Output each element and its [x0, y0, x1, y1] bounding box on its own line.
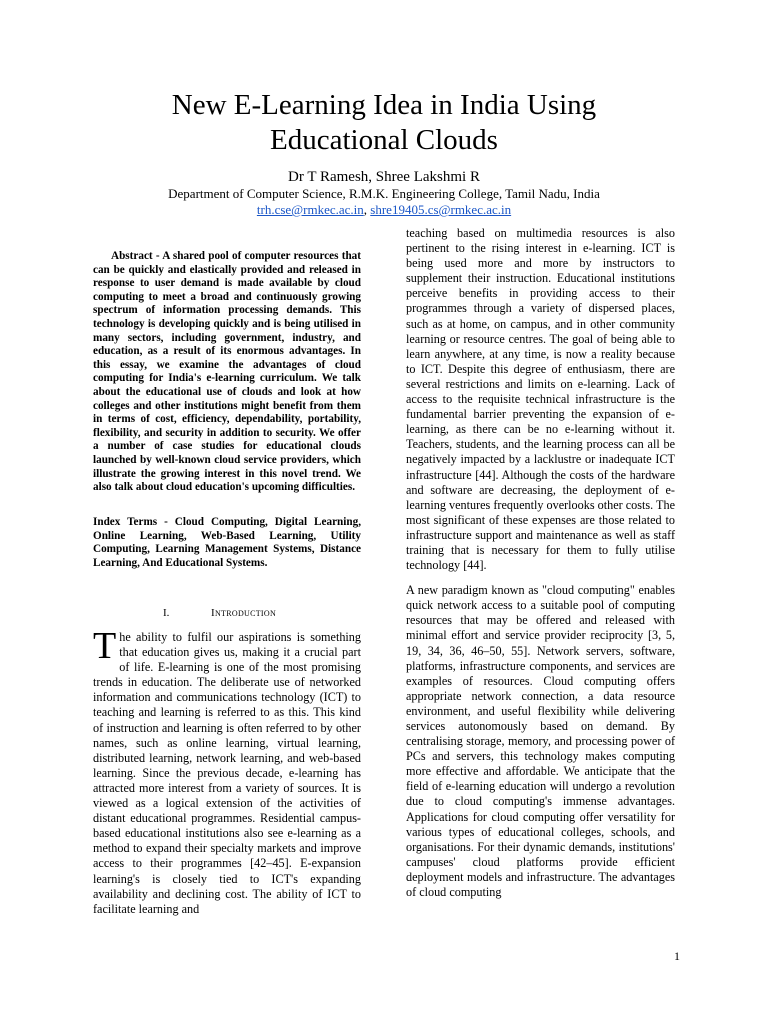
paper-title — [90, 88, 678, 158]
introduction-paragraph — [93, 625, 361, 917]
title-line-2: Educational Clouds — [270, 124, 498, 156]
introduction-text: he ability to fulfil our aspirations is something that education gives us, making it a crucial part of life. E-learning is one of the most promising trends in education. The deliberate use of networked information and communications technology (ICT) to teaching and learning is referred to as this. This kind of instruction and learning is often referred to by other names, such as online learning, virtual learning, distributed learning, network learning, and web-based learning. Since the previous decade, e-learning has attracted more interest from a variety of sources. It is viewed as a logical extension of the activities of distant educational programmes. Residential campus-based educational institutions also see e-learning as a method to expand their specialty markets and improve access to their programmes [42–45]. E-expansion learning's is closely tied to ICT's expanding availability and declining cost. The ability of ICT to facilitate learning and — [93, 630, 361, 916]
section-title: Introduction — [211, 607, 277, 619]
page-number: 1 — [674, 949, 680, 963]
affiliation: Department of Computer Science, R.M.K. Engineering College, Tamil Nadu, India — [168, 186, 600, 201]
drop-cap: T — [93, 625, 117, 667]
email-separator: , — [363, 202, 371, 217]
index-terms: Index Terms - Cloud Computing, Digital Learning, Online Learning, Web-Based Learning, Utility Computing, Learning Management Systems, Distance Learning, And Educational Systems. — [93, 516, 361, 569]
right-paragraph-1: teaching based on multimedia resources is also pertinent to the rising interest in e-learning. ICT is being used more and more by instructors to supplement their instruction. Educational institutions perceive benefits in providing access to their programmes through a variety of dispersed places, such as at home, on campus, and in other community learning or resource centres. The goal of being able to learn anywhere, at any time, is now a reality because to ICT. Despite this degree of enthusiasm, there are several restrictions and limits on e-learning. Lack of access to the requisite technical infrastructure is the fundamental barrier preventing the expansion of e-learning, as there can be no e-learning without it. Teachers, students, and the learning process can all be negatively impacted by a lacklustre or inadequate ICT infrastructure [44]. Although the costs of the hardware and software are decreasing, the deployment of e-learning ventures frequently overlooks other costs. The most significant of these expenses are those related to infrastructure support and maintenance as well as staff training that is necessary for them to fully utilise technology [44]. — [406, 226, 675, 573]
author-emails — [90, 202, 678, 218]
right-paragraph-2: A new paradigm known as "cloud computing" enables quick network access to a suitable pool of computing resources that may be offered and released with minimal effort and service provider reciprocity [3, 5, 19, 34, 36, 46–50, 55]. Network servers, software, platforms, infrastructure components, and services are examples of resources. Cloud computing offers appropriate network connection, a data resource environment, and useful flexibility while delivering services autonomously based on demand. By centralising storage, memory, and processing power of PCs and servers, this technology makes computing more effective and affordable. We anticipate that the field of e-learning education will undergo a revolution due to cloud computing's immense advantages. Applications for cloud computing offer versatility for various types of educational colleges, schools, and organisations. For their dynamic demands, institutions' campuses' cloud platforms provide efficient deployment models and infrastructure. The advantages of cloud computing — [406, 583, 675, 900]
section-number: I. — [163, 607, 170, 619]
email-link-1[interactable]: trh.cse@rmkec.ac.in — [256, 202, 364, 217]
authors: Dr T Ramesh, Shree Lakshmi R — [288, 169, 480, 185]
email-link-2[interactable]: shre19405.cs@rmkec.ac.in — [370, 202, 512, 217]
abstract: Abstract - A shared pool of computer resources that can be quickly and elastically provided and released in response to user demand is made available by cloud computing to meet a broad and continuously growing spectrum of information processing demands. This technology is developing quickly and is being utilised in many sectors, including government, industry, and education, as a result of its enormous advantages. In this essay, we examine the advantages of cloud computing for India's e-learning curriculum. We talk about the educational use of clouds and look at how colleges and other institutions might benefit from them in terms of cost, efficiency, dependability, portability, flexibility, and security in addition to security. We offer a number of case studies for educational clouds launched by well-known cloud service providers, which illustrate the growing interest in this novel trend. We also talk about cloud education's upcoming difficulties. — [93, 250, 361, 494]
title-line-1: New E-Learning Idea in India Using — [171, 89, 597, 121]
right-column — [406, 226, 675, 900]
